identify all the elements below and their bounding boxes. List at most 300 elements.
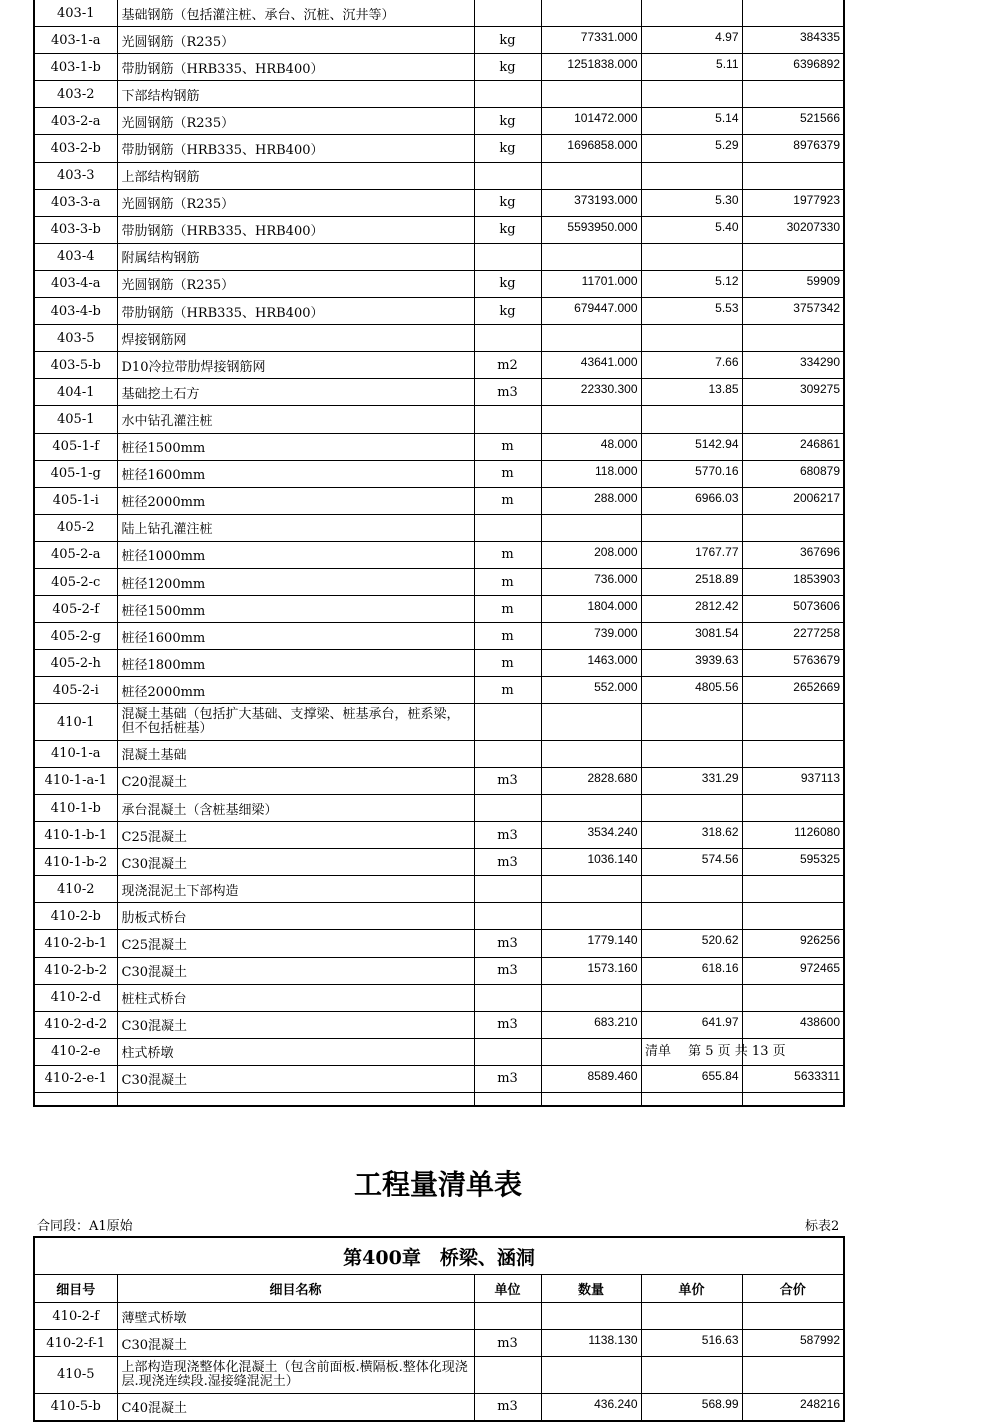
cell-qty: 736.000 <box>541 568 641 595</box>
cell-price <box>641 162 742 189</box>
cell-price: 5.53 <box>641 298 742 325</box>
chapter-heading: 第400章 桥梁、涵洞 <box>34 1237 844 1275</box>
cell-code: 405-1-f <box>34 433 117 460</box>
cell-code: 405-1 <box>34 406 117 433</box>
cell-total: 1126080 <box>742 822 844 849</box>
table-row <box>34 1393 844 1421</box>
cell-total: 5633311 <box>742 1065 844 1092</box>
table-row <box>34 767 844 794</box>
header-total: 合价 <box>742 1275 844 1303</box>
cell-price: 5.29 <box>641 135 742 162</box>
cell-name: C40混凝土 <box>117 1393 474 1421</box>
table-row <box>34 930 844 957</box>
cell-total: 587992 <box>742 1330 844 1357</box>
table-row <box>34 135 844 162</box>
cell-unit: m3 <box>474 930 541 957</box>
cell-empty <box>742 1092 844 1106</box>
quantity-table-top <box>33 0 845 1107</box>
cell-code: 410-1-a <box>34 740 117 767</box>
table-row <box>34 27 844 54</box>
cell-price: 5142.94 <box>641 433 742 460</box>
cell-name: 桩径1200mm <box>117 568 474 595</box>
cell-code: 405-1-g <box>34 460 117 487</box>
cell-code: 405-2-g <box>34 623 117 650</box>
cell-unit: m3 <box>474 379 541 406</box>
table-row <box>34 298 844 325</box>
cell-price: 3081.54 <box>641 623 742 650</box>
cell-code: 405-1-i <box>34 487 117 514</box>
cell-unit <box>474 325 541 352</box>
cell-unit <box>474 406 541 433</box>
table-row <box>34 352 844 379</box>
cell-qty: 1804.000 <box>541 596 641 623</box>
cell-code: 410-2-f <box>34 1303 117 1330</box>
cell-total <box>742 0 844 27</box>
cell-price: 641.97 <box>641 1011 742 1038</box>
cell-empty <box>117 1092 474 1106</box>
cell-name: C30混凝土 <box>117 1065 474 1092</box>
table-row <box>34 406 844 433</box>
cell-total: 3757342 <box>742 298 844 325</box>
cell-code: 410-5 <box>34 1357 117 1393</box>
cell-name: C30混凝土 <box>117 849 474 876</box>
quantity-table-bottom <box>33 1236 845 1422</box>
cell-name: 上部结构钢筋 <box>117 162 474 189</box>
cell-name: 桩径1800mm <box>117 650 474 677</box>
cell-price: 568.99 <box>641 1393 742 1421</box>
table-row <box>34 433 844 460</box>
cell-qty: 1463.000 <box>541 650 641 677</box>
cell-unit: m3 <box>474 822 541 849</box>
cell-name: 基础挖土石方 <box>117 379 474 406</box>
cell-unit: kg <box>474 270 541 297</box>
cell-total <box>742 243 844 270</box>
cell-qty <box>541 0 641 27</box>
cell-code: 410-2-b-2 <box>34 957 117 984</box>
table-row <box>34 876 844 903</box>
cell-total: 2652669 <box>742 677 844 704</box>
cell-total: 5073606 <box>742 596 844 623</box>
cell-total: 937113 <box>742 767 844 794</box>
cell-price <box>641 704 742 740</box>
cell-code: 410-1-b-2 <box>34 849 117 876</box>
cell-qty: 679447.000 <box>541 298 641 325</box>
cell-price: 5.14 <box>641 108 742 135</box>
table-row <box>34 379 844 406</box>
cell-code: 405-2-i <box>34 677 117 704</box>
cell-unit: m3 <box>474 849 541 876</box>
cell-qty <box>541 794 641 821</box>
cell-code: 410-1-a-1 <box>34 767 117 794</box>
table-row <box>34 794 844 821</box>
cell-unit: kg <box>474 135 541 162</box>
cell-price: 2518.89 <box>641 568 742 595</box>
cell-unit <box>474 243 541 270</box>
cell-price: 2812.42 <box>641 596 742 623</box>
cell-name: 桩径2000mm <box>117 677 474 704</box>
cell-total <box>742 903 844 930</box>
cell-total: 972465 <box>742 957 844 984</box>
cell-total: 5763679 <box>742 650 844 677</box>
table-row <box>34 0 844 27</box>
cell-unit <box>474 1303 541 1330</box>
cell-total <box>742 81 844 108</box>
table-row <box>34 243 844 270</box>
cell-total: 246861 <box>742 433 844 460</box>
cell-price: 4.97 <box>641 27 742 54</box>
cell-unit <box>474 903 541 930</box>
cell-name: 承台混凝土（含桩基细梁） <box>117 794 474 821</box>
cell-price: 6966.03 <box>641 487 742 514</box>
cell-qty <box>541 1357 641 1393</box>
cell-total <box>742 984 844 1011</box>
cell-code: 403-4-b <box>34 298 117 325</box>
cell-unit: kg <box>474 216 541 243</box>
cell-code: 403-3-a <box>34 189 117 216</box>
cell-code: 410-2-f-1 <box>34 1330 117 1357</box>
table-row <box>34 270 844 297</box>
page-title: 工程量清单表 <box>353 1168 522 1201</box>
table-row <box>34 704 844 740</box>
cell-name: C20混凝土 <box>117 767 474 794</box>
cell-price: 5.11 <box>641 54 742 81</box>
table-row-empty <box>34 1092 844 1106</box>
cell-unit: kg <box>474 27 541 54</box>
cell-name: 带肋钢筋（HRB335、HRB400） <box>117 298 474 325</box>
cell-unit: kg <box>474 298 541 325</box>
cell-total: 1853903 <box>742 568 844 595</box>
cell-code: 410-2-d <box>34 984 117 1011</box>
cell-total: 309275 <box>742 379 844 406</box>
cell-qty: 208.000 <box>541 541 641 568</box>
cell-code: 404-1 <box>34 379 117 406</box>
cell-code: 405-2-c <box>34 568 117 595</box>
cell-name: C30混凝土 <box>117 957 474 984</box>
cell-code: 410-1 <box>34 704 117 740</box>
table-row <box>34 849 844 876</box>
cell-qty: 683.210 <box>541 1011 641 1038</box>
cell-name: 混凝土基础 <box>117 740 474 767</box>
table-number: 标表2 <box>805 1219 840 1234</box>
cell-name: 混凝土基础（包括扩大基础、支撑梁、桩基承台，桩系梁，但不包括桩基） <box>117 704 474 740</box>
cell-price <box>641 903 742 930</box>
cell-total: 6396892 <box>742 54 844 81</box>
cell-qty <box>541 243 641 270</box>
cell-code: 403-5 <box>34 325 117 352</box>
cell-code: 403-2-b <box>34 135 117 162</box>
cell-qty: 739.000 <box>541 623 641 650</box>
cell-qty: 288.000 <box>541 487 641 514</box>
cell-code: 405-2-h <box>34 650 117 677</box>
table-row <box>34 108 844 135</box>
cell-qty: 373193.000 <box>541 189 641 216</box>
cell-empty <box>641 1092 742 1106</box>
cell-code: 405-2-f <box>34 596 117 623</box>
cell-qty: 1251838.000 <box>541 54 641 81</box>
cell-total: 384335 <box>742 27 844 54</box>
table-row <box>34 957 844 984</box>
cell-price <box>641 406 742 433</box>
cell-code: 410-2-e <box>34 1038 117 1065</box>
cell-name: C25混凝土 <box>117 930 474 957</box>
cell-unit: m3 <box>474 1330 541 1357</box>
cell-qty <box>541 406 641 433</box>
cell-qty: 1573.160 <box>541 957 641 984</box>
cell-name: C30混凝土 <box>117 1011 474 1038</box>
cell-total: 30207330 <box>742 216 844 243</box>
cell-unit <box>474 81 541 108</box>
cell-unit: m <box>474 487 541 514</box>
cell-price <box>641 794 742 821</box>
cell-qty: 77331.000 <box>541 27 641 54</box>
table-row <box>34 1330 844 1357</box>
cell-total <box>742 876 844 903</box>
cell-unit: m3 <box>474 1393 541 1421</box>
cell-total: 2277258 <box>742 623 844 650</box>
cell-price: 5.40 <box>641 216 742 243</box>
cell-qty <box>541 1303 641 1330</box>
table-row <box>34 460 844 487</box>
cell-price: 7.66 <box>641 352 742 379</box>
cell-price <box>641 1357 742 1393</box>
cell-qty <box>541 876 641 903</box>
cell-unit <box>474 984 541 1011</box>
cell-qty: 11701.000 <box>541 270 641 297</box>
table-row <box>34 1065 844 1092</box>
cell-code: 410-2-b-1 <box>34 930 117 957</box>
cell-total: 521566 <box>742 108 844 135</box>
cell-total: 595325 <box>742 849 844 876</box>
cell-total <box>742 1303 844 1330</box>
cell-unit <box>474 1357 541 1393</box>
cell-qty <box>541 704 641 740</box>
table-row <box>34 514 844 541</box>
cell-total <box>742 514 844 541</box>
cell-name: 水中钻孔灌注桩 <box>117 406 474 433</box>
cell-name: 焊接钢筋网 <box>117 325 474 352</box>
cell-name: 桩径1500mm <box>117 433 474 460</box>
cell-code: 403-1 <box>34 0 117 27</box>
table-row <box>34 1357 844 1393</box>
cell-price: 5.12 <box>641 270 742 297</box>
cell-price: 618.16 <box>641 957 742 984</box>
cell-name: 现浇混泥土下部构造 <box>117 876 474 903</box>
cell-unit: m <box>474 677 541 704</box>
cell-code: 410-2-d-2 <box>34 1011 117 1038</box>
cell-name: 带肋钢筋（HRB335、HRB400） <box>117 135 474 162</box>
cell-name: 基础钢筋（包括灌注桩、承台、沉桩、沉井等） <box>117 0 474 27</box>
cell-qty: 101472.000 <box>541 108 641 135</box>
cell-qty <box>541 162 641 189</box>
cell-unit <box>474 162 541 189</box>
cell-price <box>641 81 742 108</box>
cell-unit <box>474 794 541 821</box>
cell-code: 403-1-b <box>34 54 117 81</box>
cell-qty <box>541 740 641 767</box>
cell-empty <box>474 1092 541 1106</box>
cell-price: 13.85 <box>641 379 742 406</box>
cell-code: 403-3-b <box>34 216 117 243</box>
cell-total: 59909 <box>742 270 844 297</box>
table-row <box>34 487 844 514</box>
cell-unit: m3 <box>474 1065 541 1092</box>
cell-qty: 43641.000 <box>541 352 641 379</box>
cell-total: 2006217 <box>742 487 844 514</box>
cell-name: 肋板式桥台 <box>117 903 474 930</box>
cell-code: 410-2-b <box>34 903 117 930</box>
header-name: 细目名称 <box>117 1275 474 1303</box>
cell-unit <box>474 876 541 903</box>
cell-name: 桩径2000mm <box>117 487 474 514</box>
cell-qty <box>541 81 641 108</box>
cell-name: C25混凝土 <box>117 822 474 849</box>
table-row <box>34 162 844 189</box>
cell-total <box>742 740 844 767</box>
cell-price: 520.62 <box>641 930 742 957</box>
cell-unit: m3 <box>474 1011 541 1038</box>
table-row <box>34 903 844 930</box>
cell-name: 带肋钢筋（HRB335、HRB400） <box>117 54 474 81</box>
cell-unit: kg <box>474 108 541 135</box>
table-row <box>34 1303 844 1330</box>
cell-unit: kg <box>474 54 541 81</box>
cell-name: 桩径1000mm <box>117 541 474 568</box>
cell-price: 574.56 <box>641 849 742 876</box>
cell-price <box>641 876 742 903</box>
cell-unit: m3 <box>474 767 541 794</box>
cell-price <box>641 740 742 767</box>
cell-qty: 2828.680 <box>541 767 641 794</box>
cell-price: 3939.63 <box>641 650 742 677</box>
cell-qty: 48.000 <box>541 433 641 460</box>
cell-price <box>641 514 742 541</box>
table-row <box>34 189 844 216</box>
cell-qty: 3534.240 <box>541 822 641 849</box>
cell-name: 光圆钢筋（R235） <box>117 189 474 216</box>
table-row <box>34 650 844 677</box>
table-row <box>34 216 844 243</box>
cell-qty: 22330.300 <box>541 379 641 406</box>
cell-unit: m3 <box>474 957 541 984</box>
cell-code: 410-2 <box>34 876 117 903</box>
cell-price: 655.84 <box>641 1065 742 1092</box>
cell-unit: m <box>474 541 541 568</box>
cell-qty <box>541 984 641 1011</box>
cell-qty <box>541 325 641 352</box>
table-row <box>34 623 844 650</box>
table-row <box>34 984 844 1011</box>
cell-unit: kg <box>474 189 541 216</box>
table-row <box>34 568 844 595</box>
contract-section: 合同段：A1原始 <box>37 1219 133 1234</box>
cell-price: 331.29 <box>641 767 742 794</box>
cell-unit: m <box>474 650 541 677</box>
cell-name: C30混凝土 <box>117 1330 474 1357</box>
cell-total <box>742 1357 844 1393</box>
cell-qty: 1779.140 <box>541 930 641 957</box>
cell-total: 367696 <box>742 541 844 568</box>
cell-name: 下部结构钢筋 <box>117 81 474 108</box>
cell-price: 318.62 <box>641 822 742 849</box>
cell-total: 248216 <box>742 1393 844 1421</box>
cell-name: 桩径1600mm <box>117 623 474 650</box>
cell-price: 5.30 <box>641 189 742 216</box>
table-row <box>34 822 844 849</box>
cell-code: 403-3 <box>34 162 117 189</box>
cell-total <box>742 406 844 433</box>
cell-qty <box>541 1038 641 1065</box>
cell-qty: 1138.130 <box>541 1330 641 1357</box>
cell-code: 410-1-b <box>34 794 117 821</box>
cell-code: 403-5-b <box>34 352 117 379</box>
cell-qty: 436.240 <box>541 1393 641 1421</box>
cell-unit <box>474 0 541 27</box>
cell-name: 上部构造现浇整体化混凝土（包含前面板.横隔板.整体化现浇层.现浇连续段.湿接缝混泥土） <box>117 1357 474 1393</box>
cell-unit <box>474 704 541 740</box>
cell-price <box>641 0 742 27</box>
header-qty: 数量 <box>541 1275 641 1303</box>
table-row <box>34 740 844 767</box>
cell-empty <box>34 1092 117 1106</box>
cell-total: 680879 <box>742 460 844 487</box>
header-unit: 单位 <box>474 1275 541 1303</box>
cell-total <box>742 325 844 352</box>
cell-qty: 8589.460 <box>541 1065 641 1092</box>
header-code: 细目号 <box>34 1275 117 1303</box>
cell-qty: 118.000 <box>541 460 641 487</box>
cell-total: 926256 <box>742 930 844 957</box>
table-row <box>34 325 844 352</box>
cell-unit <box>474 1038 541 1065</box>
cell-code: 403-4-a <box>34 270 117 297</box>
cell-price: 4805.56 <box>641 677 742 704</box>
cell-qty: 5593950.000 <box>541 216 641 243</box>
cell-name: 光圆钢筋（R235） <box>117 270 474 297</box>
cell-code: 403-2 <box>34 81 117 108</box>
cell-unit: m <box>474 623 541 650</box>
page-footer: 清单 第 5 页 共 13 页 <box>645 1044 786 1059</box>
table-row <box>34 677 844 704</box>
cell-price: 516.63 <box>641 1330 742 1357</box>
cell-unit: m <box>474 568 541 595</box>
cell-qty: 1696858.000 <box>541 135 641 162</box>
cell-unit <box>474 514 541 541</box>
table-row <box>34 596 844 623</box>
cell-name: 薄壁式桥墩 <box>117 1303 474 1330</box>
cell-code: 405-2 <box>34 514 117 541</box>
cell-code: 405-2-a <box>34 541 117 568</box>
cell-name: 附属结构钢筋 <box>117 243 474 270</box>
cell-unit: m <box>474 460 541 487</box>
cell-unit: m2 <box>474 352 541 379</box>
cell-price <box>641 325 742 352</box>
cell-price: 5770.16 <box>641 460 742 487</box>
cell-total <box>742 704 844 740</box>
header-price: 单价 <box>641 1275 742 1303</box>
cell-code: 403-4 <box>34 243 117 270</box>
cell-code: 410-1-b-1 <box>34 822 117 849</box>
cell-unit: m <box>474 433 541 460</box>
cell-total: 1977923 <box>742 189 844 216</box>
cell-code: 410-5-b <box>34 1393 117 1421</box>
cell-price: 1767.77 <box>641 541 742 568</box>
table-row <box>34 81 844 108</box>
cell-unit <box>474 740 541 767</box>
cell-total <box>742 162 844 189</box>
cell-qty <box>541 514 641 541</box>
cell-total: 438600 <box>742 1011 844 1038</box>
cell-qty: 552.000 <box>541 677 641 704</box>
